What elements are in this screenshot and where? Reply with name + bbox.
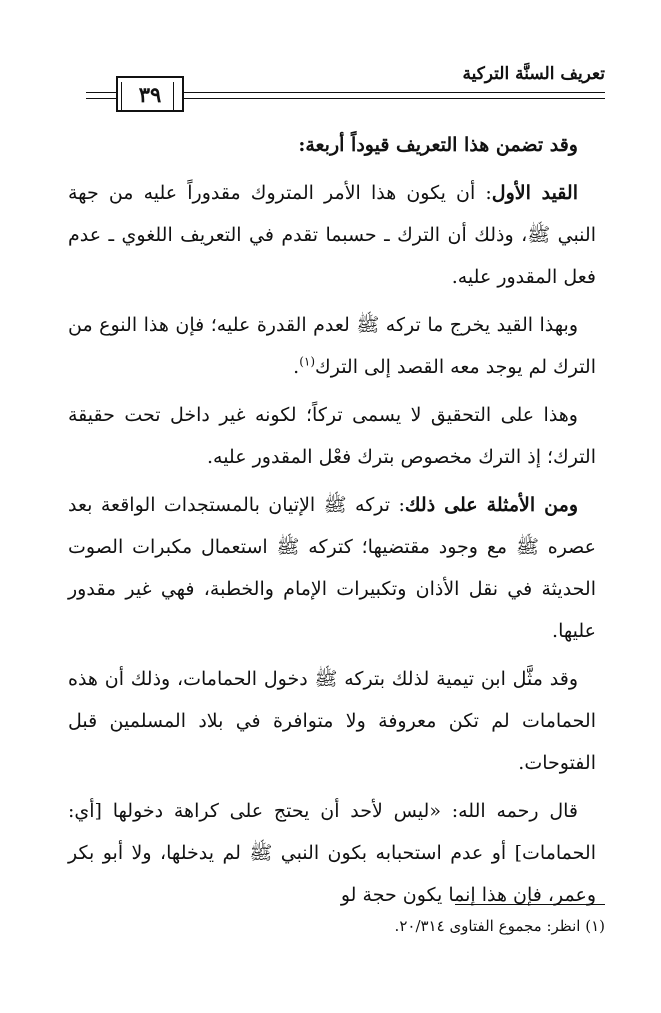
constraint-label: القيد الأول — [491, 182, 578, 204]
paragraph-verification: وهذا على التحقيق لا يسمى تركاً؛ لكونه غير داخل تحت حقيقة الترك؛ إذ الترك مخصوص بترك فعْل المقدور عليه. — [68, 404, 596, 468]
paragraph-first-constraint — [68, 172, 596, 298]
running-title: تعريف السنَّة التركية — [462, 64, 605, 84]
exclusion-end: . — [293, 356, 300, 378]
paragraph-ibn-taymiyya: وقد مثَّل ابن تيمية لذلك بتركه ﷺ دخول الحمامات، وذلك أن هذه الحمامات لم تكن معروفة ولا متوافرة في بلاد المسلمين قبل الفتوحات. — [68, 668, 596, 774]
paragraph-quote: قال رحمه الله: «ليس لأحد أن يحتج على كراهة دخولها [أي: الحمامات] أو عدم استحبابه بكون النبي ﷺ لم يدخلها، ولا أبو بكر وعمر، فإن هذا إنما يكون حجة لو — [68, 800, 596, 906]
footnote-ref: (١) — [299, 354, 316, 369]
header-rule-left — [86, 92, 116, 99]
body-text — [68, 124, 596, 922]
footnote: (١) انظر: مجموع الفتاوى ٢٠/٣١٤. — [394, 917, 605, 935]
paragraph-examples — [68, 484, 596, 652]
paragraph-intro: وقد تضمن هذا التعريف قيوداً أربعة: — [298, 134, 578, 156]
footnote-rule — [455, 904, 605, 905]
constraint-text: : أن يكون هذا الأمر المتروك مقدوراً عليه من جهة النبي ﷺ، وذلك أن الترك ـ حسبما تقدم في التعريف اللغوي ـ عدم فعل المقدور عليه. — [68, 182, 596, 288]
examples-text: : تركه ﷺ الإتيان بالمستجدات الواقعة بعد عصره ﷺ مع وجود مقتضيها؛ كتركه ﷺ استعمال مكبرات الصوت الحديثة في نقل الأذان وتكبيرات الإمام والخطبة، فهي غير مقدور عليها. — [68, 494, 596, 642]
paragraph-exclusion — [68, 304, 596, 388]
exclusion-text: وبهذا القيد يخرج ما تركه ﷺ لعدم القدرة عليه؛ فإن هذا النوع من الترك لم يوجد معه القصد إلى الترك — [68, 314, 596, 378]
page-number: ٣٩ — [116, 76, 184, 112]
examples-label: ومن الأمثلة على ذلك — [404, 494, 579, 516]
